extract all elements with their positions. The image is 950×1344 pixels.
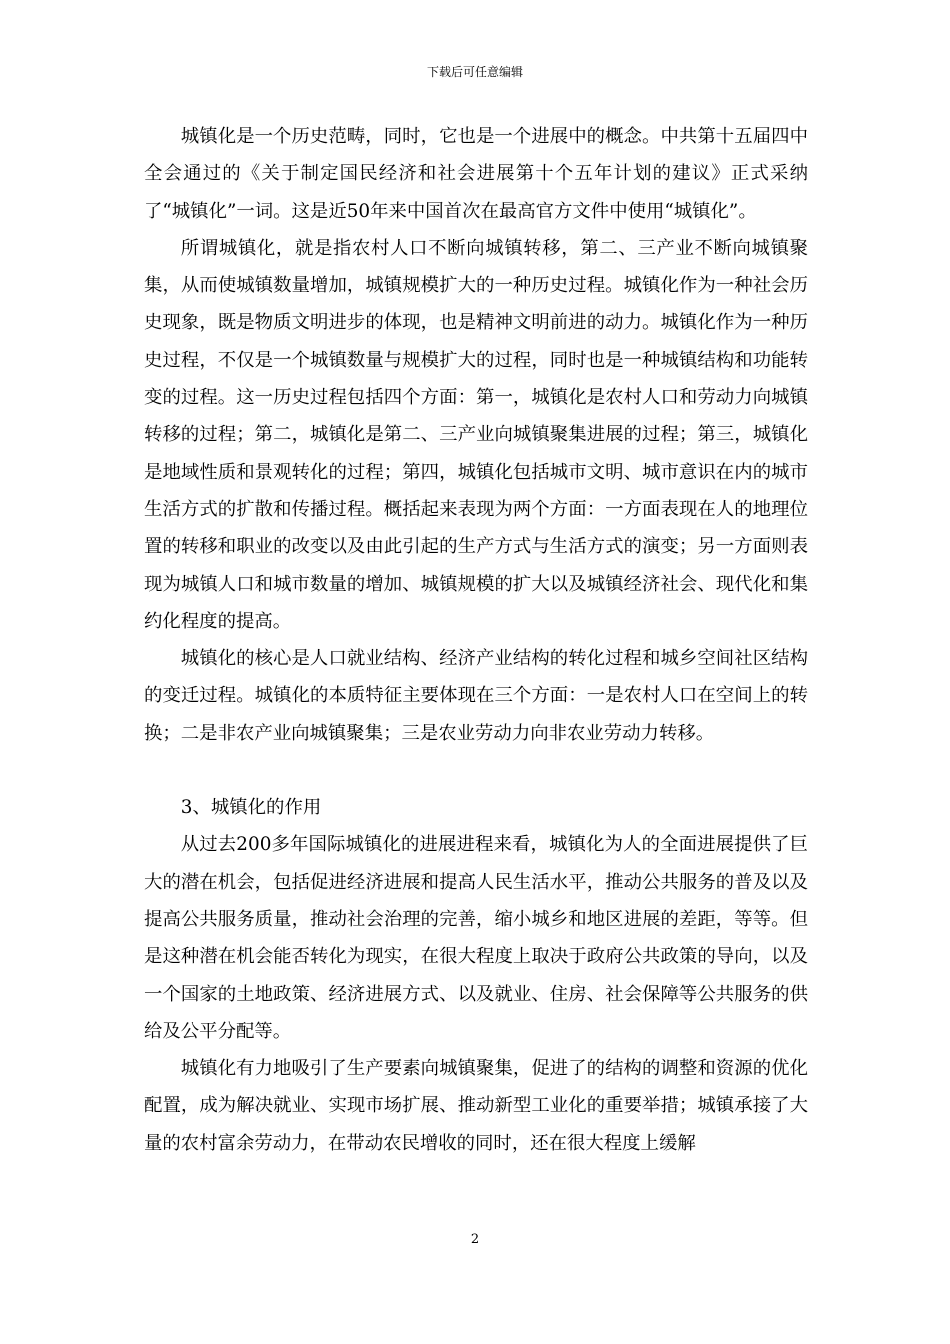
paragraph-urbanization-definition: 所谓城镇化，就是指农村人口不断向城镇转移，第二、三产业不断向城镇聚集，从而使城镇数量增加，城镇规模扩大的一种历史过程。城镇化作为一种社会历史现象，既是物质文明进步的体现，也是精神文明前进的动力。城镇化作为一种历史过程，不仅是一个城镇数量与规模扩大的过程，同时也是一种城镇结构和功能转变的过程。这一历史过程包括四个方面：第一，城镇化是农村人口和劳动力向城镇转移的过程；第二，城镇化是第二、三产业向城镇聚集进展的过程；第三，城镇化是地域性质和景观转化的过程；第四，城镇化包括城市文明、城市意识在内的城市生活方式的扩散和传播过程。概括起来表现为两个方面：一方面表现在人的地理位置的转移和职业的改变以及由此引起的生产方式与生活方式的演变；另一方面则表现为城镇人口和城市数量的增加、城镇规模的扩大以及城镇经济社会、现代化和集约化程度的提高。 [144,237,808,632]
section-spacer [144,752,808,789]
paragraph-urbanization-role: 从过去200多年国际城镇化的进展进程来看，城镇化为人的全面进展提供了巨大的潜在机会，包括促进经济进展和提高人民生活水平，推动公共服务的普及以及提高公共服务质量，推动社会治理的完善，缩小城乡和地区进展的差距，等等。但是这种潜在机会能否转化为现实，在很大程度上取决于政府公共政策的导向，以及一个国家的土地政策、经济进展方式、以及就业、住房、社会保障等公共服务的供给及公平分配等。 [144,834,808,1042]
page-header: 下载后可任意编辑 [426,65,523,79]
document-body [144,118,808,1162]
paragraph-urbanization-core: 城镇化的核心是人口就业结构、经济产业结构的转化过程和城乡空间社区结构的变迁过程。城镇化的本质特征主要体现在三个方面：一是农村人口在空间上的转换；二是非农产业向城镇聚集；三是农业劳动力向非农业劳动力转移。 [144,648,808,744]
paragraph-urbanization-effects: 城镇化有力地吸引了生产要素向城镇聚集，促进了的结构的调整和资源的优化配置，成为解决就业、实现市场扩展、推动新型工业化的重要举措；城镇承接了大量的农村富余劳动力，在带动农民增收的同时，还在很大程度上缓解 [144,1058,808,1154]
page-number: 2 [470,1232,480,1247]
paragraph-urbanization-concept: 城镇化是一个历史范畴，同时，它也是一个进展中的概念。中共第十五届四中全会通过的《关于制定国民经济和社会进展第十个五年计划的建议》正式采纳了“城镇化”一词。这是近50年来中国首次在最高官方文件中使用“城镇化”。 [144,126,808,222]
section-heading: 3、城镇化的作用 [180,797,322,819]
